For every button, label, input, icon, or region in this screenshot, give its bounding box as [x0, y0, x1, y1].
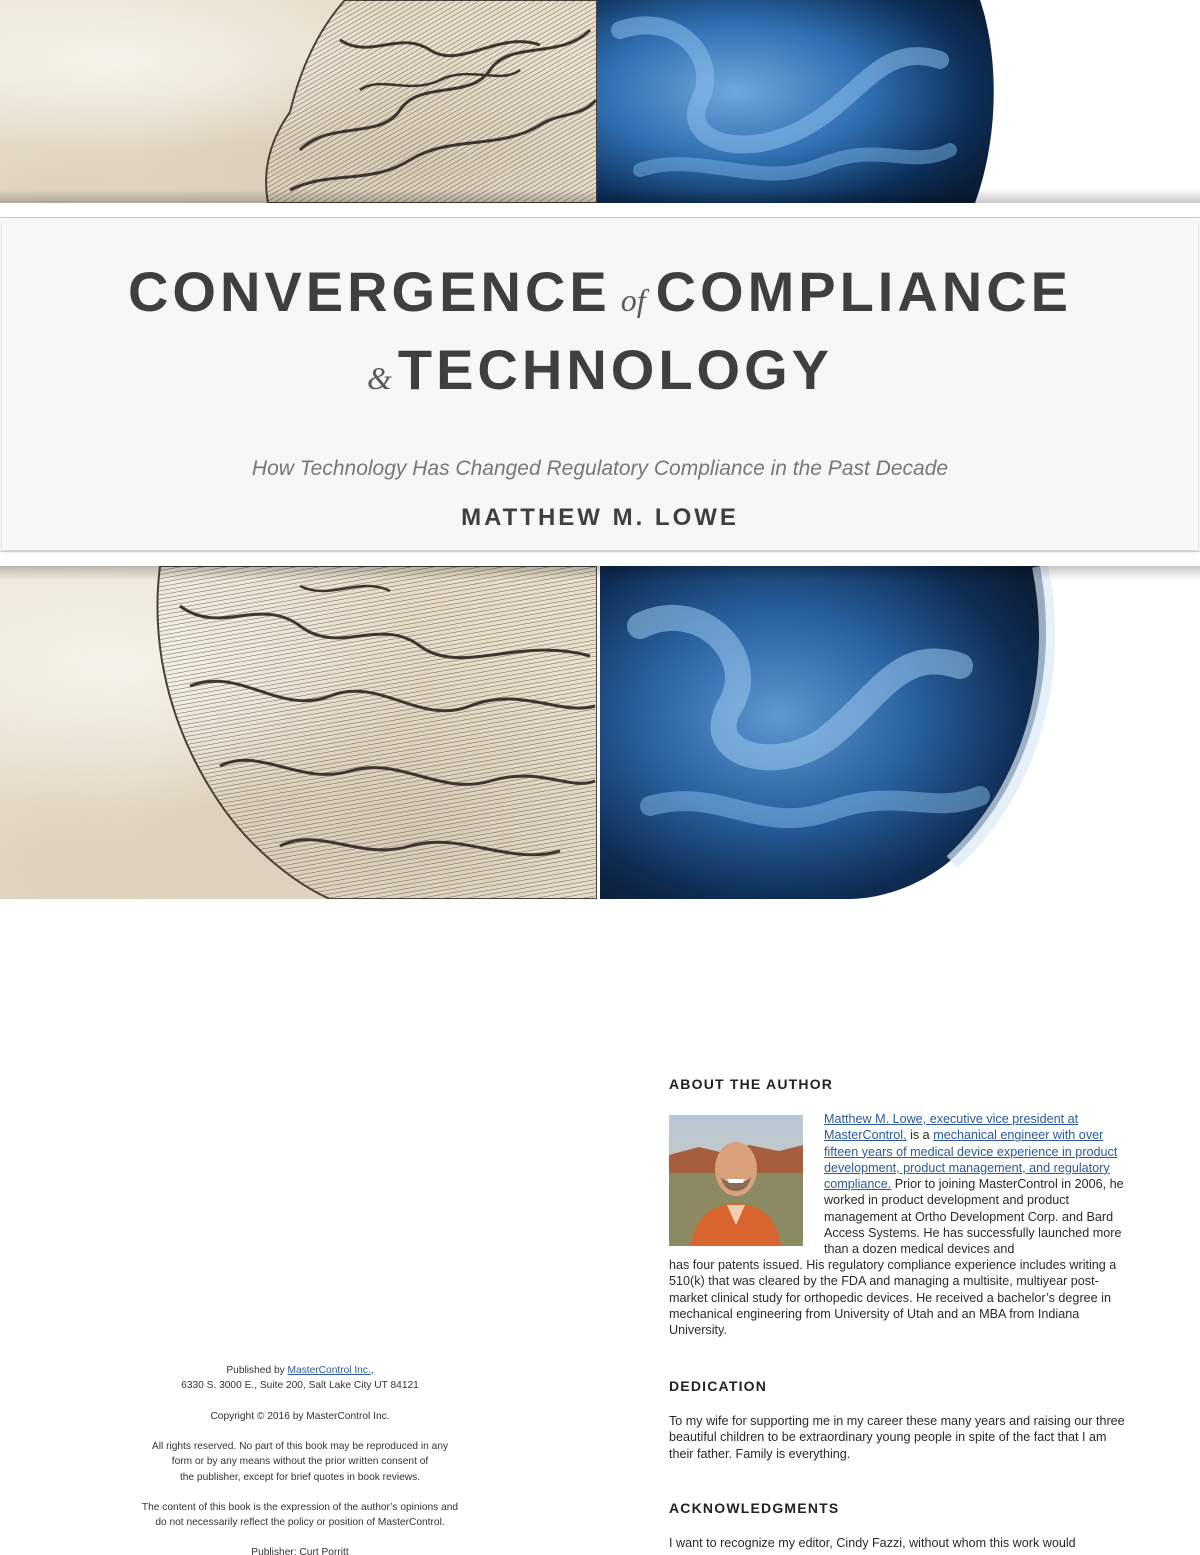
dedication-heading: DEDICATION — [669, 1378, 768, 1394]
dedication-text: To my wife for supporting me in my career these many years and raising our three beautiful children to be extraordinary young people in spite of the fact that I am their father. Family is everything. — [669, 1414, 1125, 1461]
published-by-label: Published by — [226, 1365, 288, 1376]
about-author-heading: ABOUT THE AUTHOR — [669, 1076, 834, 1092]
rights-line: the publisher, except for brief quotes in book reviews. — [179, 1471, 421, 1483]
author-experience-link[interactable]: mechanical engineer with over fifteen years of medical device experience in product development, product management, and regulatory compliance. — [824, 1128, 1118, 1192]
brain-illustration-bottom — [0, 566, 1200, 899]
cover-image-top — [0, 0, 1200, 203]
book-subtitle: How Technology Has Changed Regulatory Compliance in the Past Decade — [251, 457, 949, 480]
published-by-line — [120, 1363, 480, 1378]
band-shadow-bottom — [0, 566, 1200, 580]
disclaimer-line: The content of this book is the expression of the author’s opinions and — [141, 1502, 459, 1513]
publisher-credit-block — [120, 1545, 480, 1555]
copyright-block — [120, 1409, 480, 1424]
disclaimer-block — [120, 1500, 480, 1531]
bio-text: is a — [906, 1128, 934, 1143]
author-photo — [669, 1115, 803, 1246]
cover-image-bottom — [0, 566, 1200, 899]
author-portrait-image — [669, 1115, 803, 1246]
rights-line: All rights reserved. No part of this book may be reproduced in any — [151, 1441, 449, 1452]
divider — [0, 551, 1200, 552]
bio-text: Prior to joining MasterControl in 2006, he worked in product development and product management at Ortho Development Corp. and Bard Access Systems. He has successfully launched more than a dozen medical devices and — [824, 1177, 1124, 1257]
title-word: COMPLIANCE — [655, 260, 1073, 323]
title-word: TECHNOLOGY — [397, 338, 833, 401]
publisher-block — [120, 1363, 480, 1394]
divider — [0, 217, 1200, 218]
rights-line: form or by any means without the prior written consent of — [171, 1456, 429, 1468]
book-title-line-2 — [2, 337, 1198, 402]
author-profile-link[interactable]: Matthew M. Lowe, executive vice president at MasterControl, — [824, 1112, 1079, 1143]
copyright-notice: Copyright © 2016 by MasterControl Inc. — [210, 1411, 390, 1422]
brain-illustration-top — [0, 0, 1200, 203]
published-by-suffix: , — [370, 1365, 374, 1376]
title-band — [0, 203, 1200, 566]
title-connector: & — [366, 360, 392, 396]
acknowledgments-heading: ACKNOWLEDGMENTS — [669, 1500, 840, 1516]
rights-block — [120, 1439, 480, 1485]
author-bio-intro — [824, 1111, 1129, 1258]
title-panel — [2, 219, 1198, 550]
book-title-line-1 — [2, 259, 1198, 324]
disclaimer-line: do not necessarily reflect the policy or position of MasterControl. — [155, 1517, 445, 1529]
publisher-link[interactable]: MasterControl Inc. — [287, 1365, 371, 1376]
title-word: CONVERGENCE — [127, 260, 611, 323]
publisher-credit: Publisher: Curt Porritt — [251, 1547, 349, 1555]
publisher-address: 6330 S. 3000 E., Suite 200, Salt Lake City UT 84121 — [181, 1380, 419, 1392]
band-shadow-top — [0, 189, 1200, 203]
book-author: MATTHEW M. LOWE — [461, 504, 739, 531]
acknowledgments-text: I want to recognize my editor, Cindy Fazzi, without whom this work would — [669, 1536, 1076, 1550]
title-connector: of — [620, 282, 646, 318]
author-bio-continued: has four patents issued. His regulatory compliance experience includes writing a 510(k) that was cleared by the FDA and managing a multisite, multiyear post-market clinical study for orthopedic devices. He received a bachelor’s degree in mechanical engineering from University of Utah and an MBA from Indiana University. — [669, 1258, 1117, 1338]
